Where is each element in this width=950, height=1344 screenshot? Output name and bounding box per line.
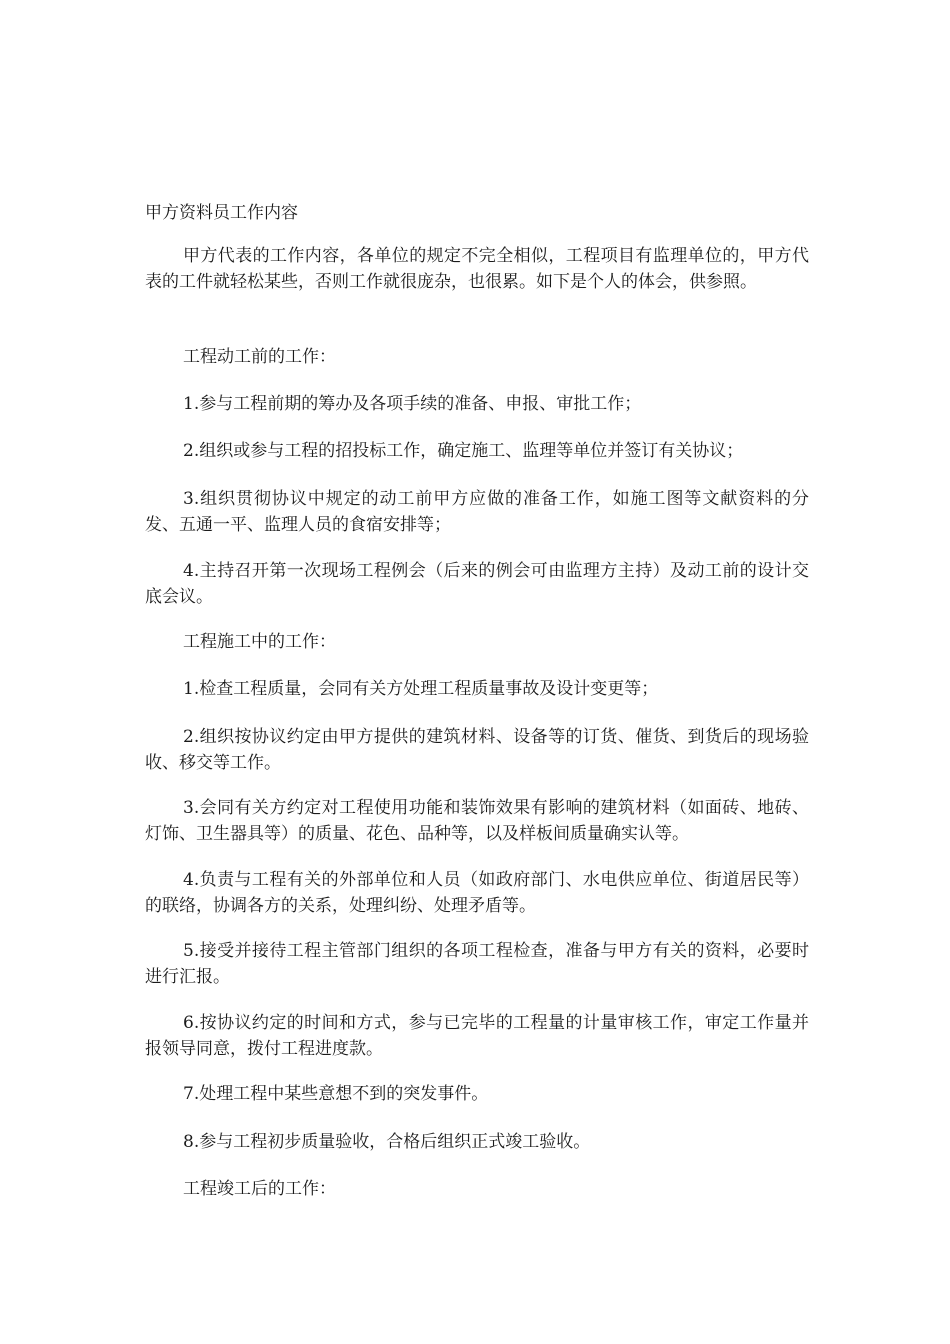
list-item: 3.会同有关方约定对工程使用功能和装饰效果有影响的建筑材料（如面砖、地砖、灯饰、卫生器具等）的质量、花色、品种等，以及样板间质量确实认等。: [145, 798, 809, 844]
list-item: 1.参与工程前期的筹办及各项手续的准备、申报、审批工作；: [183, 394, 642, 414]
list-item: 3.组织贯彻协议中规定的动工前甲方应做的准备工作，如施工图等文献资料的分发、五通一平、监理人员的食宿安排等；: [145, 489, 809, 535]
list-item: 2.组织或参与工程的招投标工作，确定施工、监理等单位并签订有关协议；: [183, 441, 744, 461]
list-item: 1.检查工程质量，会同有关方处理工程质量事故及设计变更等；: [183, 679, 659, 699]
document-title: 甲方资料员工作内容: [145, 203, 298, 223]
list-item: 5.接受并接待工程主管部门组织的各项工程检查，准备与甲方有关的资料，必要时进行汇报。: [145, 941, 809, 987]
list-item: 2.组织按协议约定由甲方提供的建筑材料、设备等的订货、催货、到货后的现场验收、移交等工作。: [145, 727, 809, 773]
list-item: 8.参与工程初步质量验收，合格后组织正式竣工验收。: [183, 1132, 591, 1152]
section-heading-post-completion: 工程竣工后的工作：: [183, 1179, 336, 1199]
list-item: 4.主持召开第一次现场工程例会（后来的例会可由监理方主持）及动工前的设计交底会议。: [145, 561, 809, 607]
section-heading-pre-construction: 工程动工前的工作：: [183, 347, 336, 367]
list-item: 6.按协议约定的时间和方式，参与已完毕的工程量的计量审核工作，审定工作量并报领导同意，拨付工程进度款。: [145, 1013, 809, 1059]
list-item: 4.负责与工程有关的外部单位和人员（如政府部门、水电供应单位、街道居民等）的联络，协调各方的关系，处理纠纷、处理矛盾等。: [145, 870, 809, 916]
list-item: 7.处理工程中某些意想不到的突发事件。: [183, 1084, 489, 1104]
section-heading-during-construction: 工程施工中的工作：: [183, 632, 336, 652]
intro-paragraph: 甲方代表的工作内容，各单位的规定不完全相似，工程项目有监理单位的，甲方代表的工件就轻松某些，否则工作就很庞杂，也很累。如下是个人的体会，供参照。: [145, 246, 809, 292]
